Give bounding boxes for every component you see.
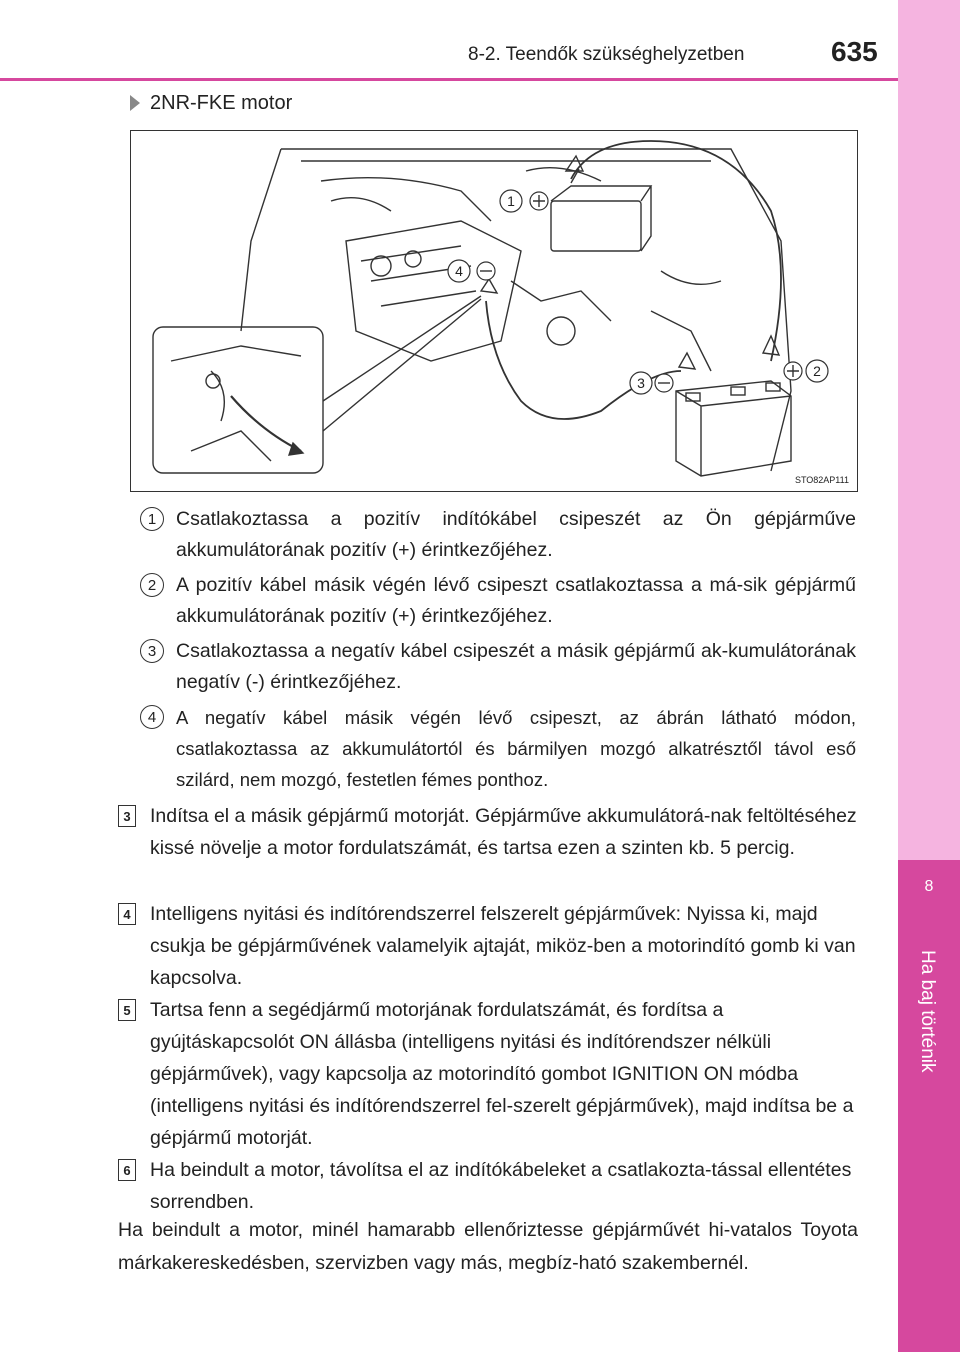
step-number-box: 3 [118,805,136,827]
subheading [130,92,292,115]
page-number: 635 [831,36,878,67]
triangle-bullet-icon [130,95,140,111]
chapter-title: Ha baj történik [917,950,938,1073]
section-title: 8-2. Teendők szükséghelyzetben [468,44,745,65]
sidebar-upper-band [898,0,960,860]
item-number-circle: 3 [140,639,164,663]
item-text: Csatlakoztassa a pozitív indítókábel csipeszét az Ön gépjárműve akkumulátorának pozitív (+) érintkezőjéhez. [176,508,856,561]
step-text: Ha beindult a motor, távolítsa el az indítókábeleket a csatlakozta-tással ellentétes sorrendben. [150,1159,852,1213]
step-text: Intelligens nyitási és indítórendszerrel felszerelt gépjárművek: Nyissa ki, majd csukja be gépjárművének valamelyik ajtaját, miköz-ben a motorindító gomb ki van kapcsolva. [150,903,856,989]
step-text: Tartsa fenn a segédjármű motorjának fordulatszámát, és fordítsa a gyújtáskapcsolót ON állásba (intelligens nyitási és indítórendszer nélküli gépjárművek), vagy kapcsolja az motorindító gombot IGNITION ON módba (intelligens nyitási és indítórendszerrel fel-szerelt gépjárművek), majd indítsa be a gépjármű motorját. [150,999,854,1149]
item-number-circle: 4 [140,705,164,729]
step-number-box: 4 [118,903,136,925]
step-number-box: 5 [118,999,136,1021]
chapter-sidebar [898,0,960,1352]
callout-2: 2 [813,363,821,379]
subheading-text: 2NR-FKE motor [150,92,293,114]
figure-code: STO82AP111 [794,475,849,485]
header-divider [0,78,898,81]
step-text: Indítsa el a másik gépjármű motorját. Gépjárműve akkumulátorá-nak feltöltéséhez kissé növelje a motor fordulatszámát, és tartsa ezen a szinten kb. 5 percig. [150,805,857,859]
step-number-box: 6 [118,1159,136,1181]
callout-4: 4 [455,263,463,279]
engine-bay-drawing [131,131,857,491]
closing-paragraph: Ha beindult a motor, minél hamarabb ellenőriztesse gépjárművét hi-vatalos Toyota márkakereskedésben, szervizben vagy más, megbíz-ható szakembernél. [118,1219,858,1274]
item-text: A negatív kábel másik végén lévő csipeszt, az ábrán látható módon, csatlakoztassa az akkumulátortól és bármilyen mozgó alkatrésztől távol eső szilárd, nem mozgó, festetlen fémes ponthoz. [176,707,856,790]
chapter-number: 8 [924,878,934,895]
item-number-circle: 2 [140,573,164,597]
item-text: Csatlakoztassa a negatív kábel csipeszét a másik gépjármű ak-kumulátorának negatív (-) érintkezőjéhez. [176,640,856,693]
item-number-circle: 1 [140,507,164,531]
sidebar-chapter-tab[interactable] [898,860,960,1352]
jump-start-illustration [130,130,858,492]
callout-3: 3 [637,375,645,391]
callout-1: 1 [507,193,515,209]
item-text: A pozitív kábel másik végén lévő csipeszt csatlakoztassa a má-sik gépjármű akkumulátorának pozitív (+) érintkezőjéhez. [176,574,856,627]
